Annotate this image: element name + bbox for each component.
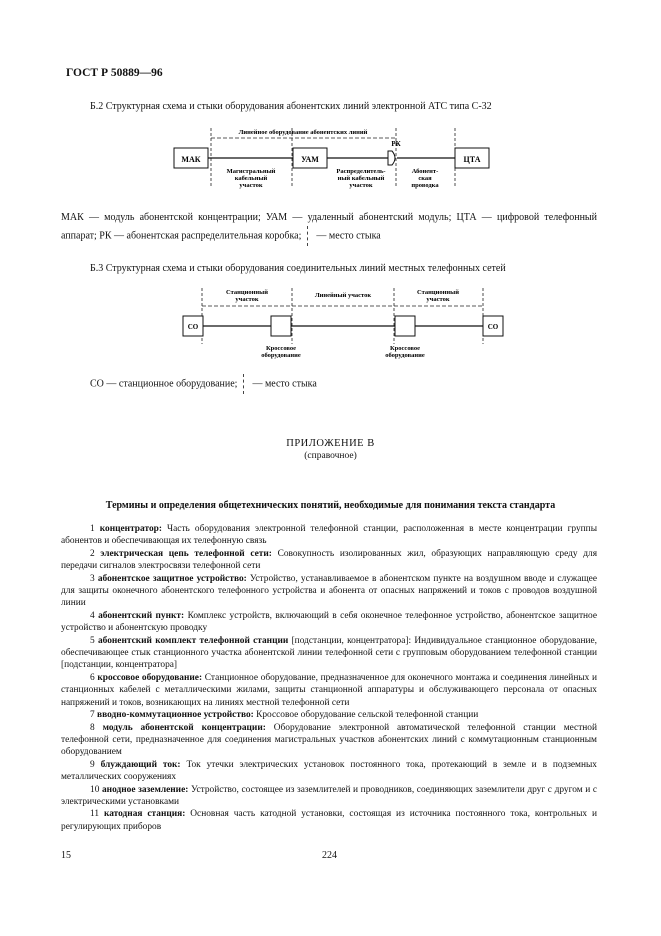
interface-symbol <box>307 226 310 246</box>
top-left-line1: Станционный <box>226 289 268 296</box>
term-number: 10 <box>90 784 100 795</box>
box-cross-left <box>271 316 291 336</box>
page-number-center: 224 <box>322 850 337 861</box>
rk-box <box>388 151 395 165</box>
figure-b3-caption: Б.3 Структурная схема и стыки оборудования соединительных линий местных телефонных сетей <box>90 263 506 274</box>
term-definition: Совокупность изолированных жил, образующих направляющую среду для передачи сигналов электросвязи телефонной сети <box>61 548 598 572</box>
term-definition: Основная часть катодной установки, состоящая из источника постоянного тока, контрольных и регулирующих приборов <box>61 809 597 832</box>
top-mid-label: Линейный участок <box>314 292 372 299</box>
term-item <box>61 784 597 809</box>
term-item <box>61 808 597 833</box>
term-number: 2 <box>90 548 95 559</box>
term-number: 8 <box>90 722 95 733</box>
bottom-left-line1: Кроссовое <box>265 345 297 352</box>
term-number: 6 <box>90 672 95 683</box>
term-definition: Устройство, устанавливаемое в абонентском пункте на воздушном вводе и служащее для защиты оконечного абонентского телефонного устройства и абонента от опасных напряжений и токов с проводов воздушной линии <box>61 573 597 609</box>
bottom-right-line1: Кроссовое <box>389 345 421 352</box>
term-name: блуждающий ток: <box>100 759 181 770</box>
legend-b3-text: СО — станционное оборудование; <box>90 378 238 390</box>
term-number: 4 <box>90 610 95 621</box>
legend-b3-text-2: — место стыка <box>252 378 317 390</box>
seg3-line3: проводка <box>411 182 439 189</box>
seg3-line1: Абонент- <box>411 168 439 175</box>
term-definition: [подстанции, концентратора]: Индивидуальное станционное оборудование, обеспечивающее стык станционного участка абонентской линии телефонной сети с групповым оборудованием телефонной станции [подстанции, концентратора] <box>61 635 597 671</box>
interface-symbol <box>243 374 246 394</box>
term-number: 1 <box>90 524 95 534</box>
rk-label: РК <box>391 140 401 148</box>
figure-b2-caption: Б.2 Структурная схема и стыки оборудования абонентских линий электронной АТС типа С-32 <box>90 101 492 112</box>
term-item <box>61 548 597 573</box>
term-name: абонентский пункт: <box>98 610 185 621</box>
term-item <box>61 759 597 784</box>
term-definition: Станционное оборудование, предназначенное для оконечного монтажа и соединения линейных и станционных кабелей с металлическими жилами, защиты станционной аппаратуры и обслуживающего персонала от опасных напряжений и токов, возникающих на линиях местной телефонной сети <box>61 672 597 708</box>
seg1-line1: Магистральный <box>226 168 276 175</box>
term-definition: Кроссовое оборудование сельской телефонной станции <box>256 710 479 721</box>
appendix-heading: Термины и определения общетехнических понятий, необходимые для понимания текста стандарта <box>105 500 556 511</box>
term-name: электрическая цепь телефонной сети: <box>100 548 272 559</box>
term-name: абонентский комплект телефонной станции <box>97 635 289 646</box>
term-number: 7 <box>90 710 95 721</box>
top-left-line2: участок <box>235 296 259 303</box>
term-definition: Комплекс устройств, включающий в себя оконечное телефонное устройство, абонентское защитное устройство и абонентскую проводку <box>61 610 598 634</box>
term-definition: Ток утечки электрических установок постоянного тока, протекающий в земле и в подземных металлических сооружениях <box>61 759 597 783</box>
seg3-line2: ская <box>418 175 432 182</box>
term-name: вводно-коммутационное устройство: <box>97 710 254 721</box>
bottom-left-line2: оборудование <box>261 352 301 359</box>
term-item <box>61 709 597 721</box>
seg2-line1: Распределитель- <box>336 168 386 175</box>
seg2-line2: ный кабельный <box>337 175 385 182</box>
term-number: 5 <box>90 635 95 646</box>
bottom-right-line2: оборудование <box>385 352 425 359</box>
seg1-line2: кабельный <box>234 175 268 182</box>
box-uam-label: УАМ <box>301 155 319 164</box>
term-name: катодная станция: <box>103 809 186 820</box>
term-item <box>61 610 597 635</box>
term-name: концентратор: <box>99 524 162 534</box>
figure-b2-diagram <box>160 122 520 194</box>
term-name: анодное заземление: <box>101 784 189 795</box>
figure-b3-diagram <box>178 284 518 364</box>
term-definition: Часть оборудования электронной телефонной станции, расположенная в месте концентрации группы абонентов и обеспечивающая их телефонную связь <box>61 524 597 547</box>
seg2-line3: участок <box>349 182 373 189</box>
figure-b2-legend <box>61 210 597 246</box>
term-name: абонентское защитное устройство: <box>97 573 247 584</box>
document-id: ГОСТ Р 50889—96 <box>66 67 163 79</box>
terms-list <box>61 523 597 833</box>
box-co-left-label: СО <box>187 323 199 331</box>
term-definition: Оборудование электронной автоматической телефонной станции местной телефонной сети, предназначенное для соединения магистральных участков абонентских линий с коммутационным станционным оборудованием <box>61 722 598 758</box>
term-name: кроссовое оборудование: <box>97 672 203 683</box>
top-span-label: Линейное оборудование абонентских линий <box>238 129 368 136</box>
term-number: 9 <box>90 759 95 770</box>
appendix-subtitle: (справочное) <box>304 451 357 461</box>
term-number: 3 <box>90 573 95 584</box>
term-item <box>61 573 597 610</box>
figure-b3-legend <box>90 374 317 394</box>
box-cross-right <box>395 316 415 336</box>
box-cta-label: ЦТА <box>463 155 481 164</box>
top-right-line1: Станционный <box>417 289 459 296</box>
top-right-line2: участок <box>426 296 450 303</box>
box-mak-label: МАК <box>181 155 201 164</box>
term-item <box>61 635 597 672</box>
term-item <box>61 722 597 759</box>
term-definition: Устройство, состоящее из заземлителей и проводников, соединяющих заземлители друг с другом и с электрическими установками <box>61 784 598 807</box>
legend-b2-text-2: — место стыка <box>316 230 381 242</box>
box-co-right-label: СО <box>487 323 499 331</box>
term-item <box>61 523 597 548</box>
seg1-line3: участок <box>239 182 263 189</box>
page-number-left: 15 <box>61 850 71 861</box>
term-item <box>61 672 597 709</box>
legend-b2-text: МАК — модуль абонентской концентрации; УАМ — удаленный абонентский модуль; ЦТА — цифровой телефонный аппарат; РК — абонентская распределительная коробка; <box>61 212 597 242</box>
term-name: модуль абонентской концентрации: <box>102 722 266 733</box>
term-number: 11 <box>90 809 100 820</box>
appendix-title: ПРИЛОЖЕНИЕ В <box>286 438 375 449</box>
